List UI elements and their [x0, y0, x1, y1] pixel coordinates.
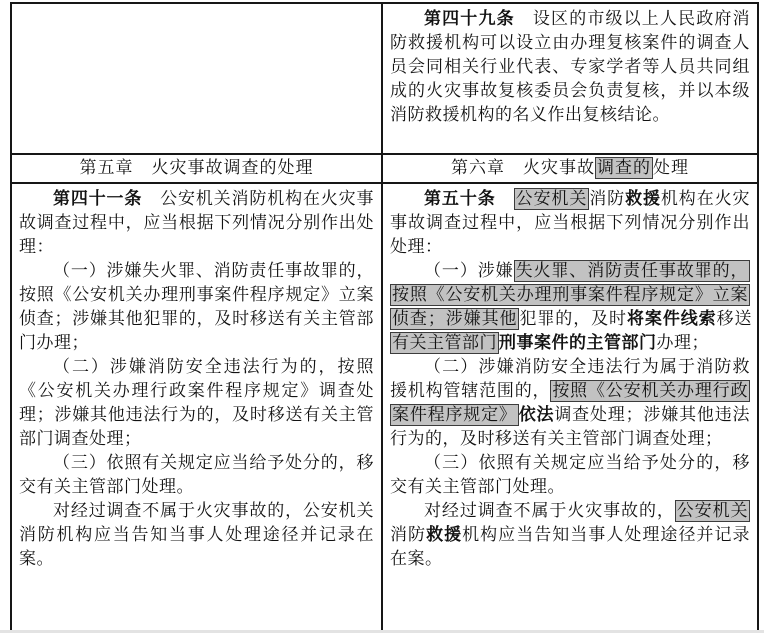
- added-text-run: 依法: [518, 405, 555, 425]
- highlighted-text-run: 公安机关: [515, 189, 588, 209]
- text-run: 公安机关消防机构在火灾事故调查过程中，应当根据下列情况分别作出处理：: [19, 189, 375, 257]
- added-text-run: 将案件线索: [626, 309, 717, 329]
- text-run: 移送: [716, 309, 753, 329]
- text-run: （二）涉嫌消防安全违法行为属于消防救援机构管辖范围的，: [390, 357, 750, 401]
- paragraph: [390, 187, 750, 259]
- text-run: 调查处理；涉嫌其他违法行为的，及时移送有关主管部门调查处理；: [390, 405, 751, 449]
- text-run: （一）涉嫌: [424, 261, 514, 281]
- added-text-run: 救援: [426, 525, 463, 545]
- text-run: [496, 189, 514, 209]
- paragraph: [19, 355, 374, 451]
- table-row-continuation: [11, 3, 758, 154]
- text-run: 对经过调查不属于火灾事故的，: [424, 501, 675, 521]
- text-run: 犯罪的，及时: [519, 309, 627, 329]
- paragraph: [390, 355, 750, 451]
- added-text-run: 刑事案件的主管部门: [499, 333, 657, 353]
- paragraph: [390, 7, 750, 127]
- paragraph: [19, 156, 374, 180]
- added-text-run: 第五十条: [424, 189, 496, 209]
- text-run: （一）涉嫌失火罪、消防责任事故罪的，按照《公安机关办理刑事案件程序规定》立案侦查；涉嫌其他犯罪的，及时移送有关主管部门办理；: [19, 261, 374, 353]
- comparison-table: [10, 2, 759, 633]
- highlighted-text-run: 按照《公安机关办理行政案件程序规定》: [392, 381, 749, 425]
- cell-article-49: [382, 3, 758, 154]
- paragraph: [19, 259, 374, 355]
- text-run: （三）依照有关规定应当给予处分的，移交有关主管部门处理。: [19, 453, 374, 497]
- cell-article-41: [11, 183, 382, 633]
- header-cell-chapter-5: [11, 154, 382, 183]
- highlighted-text-run: 调查的: [597, 158, 651, 178]
- added-text-run: 救援: [625, 189, 661, 209]
- text-run: 第六章 火灾事故: [451, 158, 595, 178]
- header-cell-chapter-6: [382, 154, 758, 183]
- table-row-chapter-header: [11, 154, 758, 183]
- text-run: （三）依照有关规定应当给予处分的，移交有关主管部门处理。: [390, 453, 750, 497]
- added-text-run: 第四十一条: [53, 189, 143, 209]
- text-run: 消防: [589, 189, 626, 209]
- paragraph: [390, 259, 753, 355]
- paragraph: [390, 499, 750, 571]
- text-run: 机构在火灾事故调查过程中，应当根据下列情况分别作出处理：: [390, 189, 751, 257]
- paragraph: [19, 499, 374, 571]
- added-text-run: 第四十九条: [424, 9, 515, 29]
- text-run: 消防: [390, 525, 427, 545]
- highlighted-text-run: 有关主管部门: [392, 333, 497, 353]
- paragraph: [390, 156, 750, 180]
- cell-left-empty: [11, 3, 382, 154]
- cell-article-50: [382, 183, 758, 633]
- highlighted-text-run: 公安机关: [676, 501, 749, 521]
- paragraph: [19, 451, 374, 499]
- text-run: 机构应当告知当事人处理途径并记录在案。: [390, 525, 751, 569]
- highlighted-text-run: 失火罪、消防责任事故罪的，按照《公安机关办理刑事案件程序规定》立案侦查；涉嫌其他: [392, 261, 749, 329]
- text-run: （二）涉嫌消防安全违法行为的，按照《公安机关办理行政案件程序规定》调查处理；涉嫌其他违法行为的，及时移送有关主管部门调查处理；: [19, 357, 374, 449]
- text-run: 处理: [653, 158, 689, 178]
- text-run: 对经过调查不属于火灾事故的，公安机关消防机构应当告知当事人处理途径并记录在案。: [19, 501, 374, 569]
- paragraph: [390, 451, 750, 499]
- text-run: 第五章 火灾事故调查的处理: [79, 158, 314, 178]
- table-row-body: [11, 183, 758, 633]
- text-run: 办理；: [656, 333, 709, 353]
- text-run: 设区的市级以上人民政府消防救援机构可以设立由办理复核案件的调查人员会同相关行业代表、专家学者等人员共同组成的火灾事故复核委员会负责复核，并以本级消防救援机构的名义作出复核结论。: [390, 9, 751, 125]
- paragraph: [19, 187, 374, 259]
